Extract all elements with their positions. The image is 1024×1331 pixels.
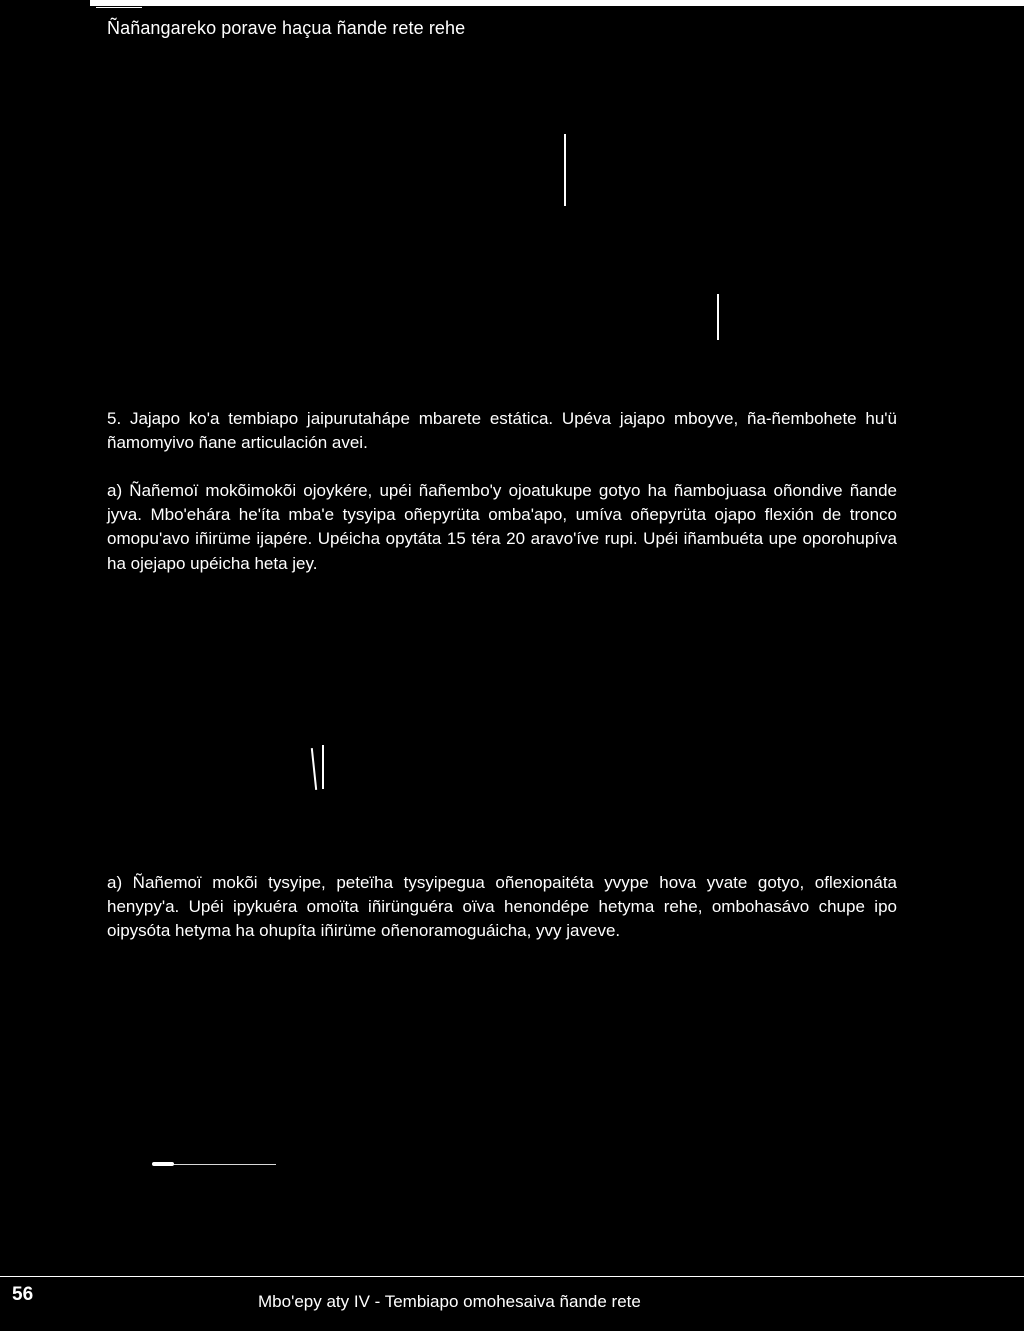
exercise-step-a-paragraph: a) Ñañemoï mokõimokõi ojoykére, upéi ñañembo'y ojoatukupe gotyo ha ñambojuasa oñondive ñande jyva. Mbo'ehára he'íta mba'e tysyipa oñepyrüta omba'apo, umíva oñepyrüta ojapo flexión de tronco omopu'avo iñirüme ijapére. Upéicha opytáta 15 téra 20 aravo'íve rupi. Upéi iñambuéta upe oporohupíva ha ojejapo upéicha heta jey.	[107, 481, 897, 573]
top-rule-tick	[96, 7, 142, 8]
footer-title: Mbo'epy aty IV - Tembiapo omohesaiva ñande rete	[258, 1292, 641, 1311]
decorative-mark	[152, 1162, 174, 1166]
page-number: 56	[12, 1284, 34, 1305]
exercise-step-a-paragraph-2: a) Ñañemoï mokõi tysyipe, peteïha tysyipegua oñenopaitéta yvype hova yvate gotyo, oflexionáta henypy'a. Upéi ipykuéra omoïta iñirünguéra oïva henondépe hetyma rehe, ombohasávo chupe ipo oipysóta hetyma ha ohupíta iñirüme oñenoramoguáicha, yvy javeve.	[107, 873, 897, 941]
top-rule	[90, 0, 1024, 6]
decorative-line	[166, 1164, 276, 1165]
footer-rule	[0, 1276, 1024, 1277]
exercise-5-paragraph: 5. Jajapo ko'a tembiapo jaipurutahápe mbarete estática. Upéva jajapo mboyve, ña-ñembohete hu'ü ñamomyivo ñane articulación avei.	[107, 409, 897, 453]
scan-artifact-3	[311, 748, 317, 790]
scan-artifact-1	[564, 134, 566, 206]
scan-artifact-2	[717, 294, 719, 340]
scan-artifact-4	[322, 745, 324, 789]
running-header: Ñañangareko porave haçua ñande rete rehe	[107, 18, 466, 38]
